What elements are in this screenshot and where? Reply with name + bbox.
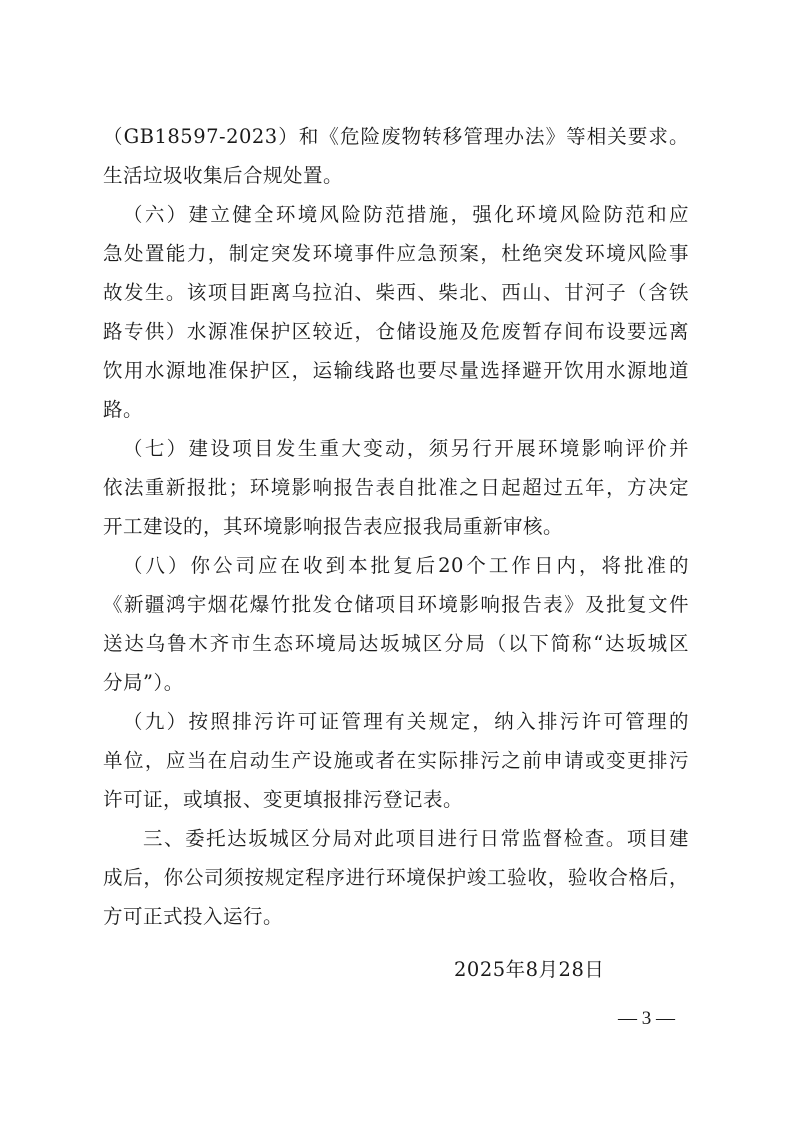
- text-line: 单位，应当在启动生产设施或者在实际排污之前申请或变更排污: [103, 749, 689, 772]
- text-line: 路。: [103, 398, 144, 421]
- text-line: 方可正式投入运行。: [103, 905, 284, 928]
- text-line: 分局”）。: [103, 671, 184, 694]
- body-text: [103, 117, 689, 936]
- text-line: 依法重新报批；环境影响报告表自批准之日起超过五年，方决定: [103, 476, 689, 499]
- text-line: （七）建设项目发生重大变动，须另行开展环境影响评价并: [123, 437, 689, 460]
- text-line: （八）你公司应在收到本批复后20个工作日内，将批准的: [123, 554, 689, 577]
- text-line: 送达乌鲁木齐市生态环境局达坂城区分局（以下简称“达坂城区: [103, 632, 689, 655]
- text-line: 许可证，或填报、变更填报排污登记表。: [103, 788, 464, 811]
- text-line: 《新疆鸿宇烟花爆竹批发仓储项目环境影响报告表》及批复文件: [103, 593, 689, 616]
- text-line: 故发生。该项目距离乌拉泊、柴西、柴北、西山、甘河子（含铁: [103, 281, 689, 304]
- text-line: 饮用水源地准保护区，运输线路也要尽量选择避开饮用水源地道: [103, 359, 689, 382]
- text-line: （GB18597-2023）和《危险废物转移管理办法》等相关要求。: [103, 125, 689, 148]
- document-date: 2025年8月28日: [454, 958, 605, 981]
- text-line: 生活垃圾收集后合规处置。: [103, 164, 344, 187]
- page-number: — 3 —: [618, 1008, 675, 1029]
- text-line: （九）按照排污许可证管理有关规定，纳入排污许可管理的: [123, 710, 689, 733]
- text-line: 开工建设的，其环境影响报告表应报我局重新审核。: [103, 515, 564, 538]
- text-line: 成后，你公司须按规定程序进行环境保护竣工验收，验收合格后，: [103, 866, 689, 889]
- text-line: （六）建立健全环境风险防范措施，强化环境风险防范和应: [123, 203, 689, 226]
- text-line: 急处置能力，制定突发环境事件应急预案，杜绝突发环境风险事: [103, 242, 689, 265]
- text-line: 路专供）水源准保护区较近，仓储设施及危废暂存间布设要远离: [103, 320, 689, 343]
- text-line: 三、委托达坂城区分局对此项目进行日常监督检查。项目建: [143, 827, 689, 850]
